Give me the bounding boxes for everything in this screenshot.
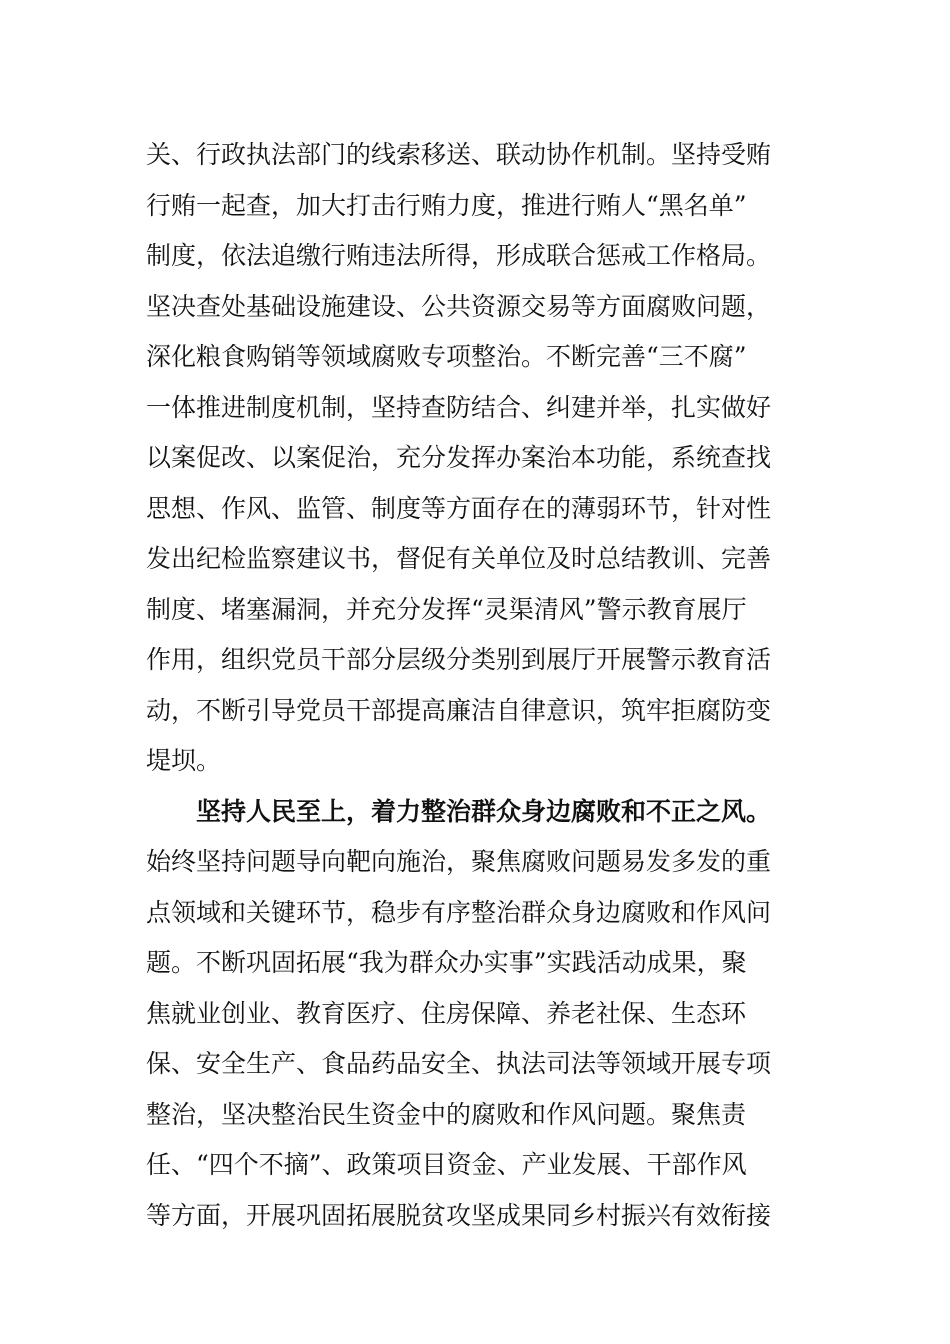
text-line: 发出纪检监察建议书，督促有关单位及时总结教训、完善 (146, 544, 772, 573)
text-line: 题。不断巩固拓展“我为群众办实事”实践活动成果，聚 (146, 948, 747, 977)
text-line: 行贿一起查，加大打击行贿力度，推进行贿人“黑名单” (146, 190, 747, 220)
text-line: 一体推进制度机制，坚持查防结合、纠建并举，扎实做好 (146, 392, 772, 422)
body-text (146, 130, 796, 1241)
text-line: 制度，依法追缴行贿违法所得，形成联合惩戒工作格局。 (146, 241, 772, 270)
text-line: 保、安全生产、食品药品安全、执法司法等领域开展专项 (146, 1049, 772, 1078)
text-line: 深化粮食购销等领域腐败专项整治。不断完善“三不腐” (146, 342, 747, 371)
text-line: 始终坚持问题导向靶向施治，聚焦腐败问题易发多发的重 (146, 847, 772, 876)
text-line: 关、行政执法部门的线索移送、联动协作机制。坚持受贿 (146, 140, 772, 169)
text-line: 制度、堵塞漏洞，并充分发挥“灵渠清风”警示教育展厅 (146, 594, 747, 624)
text-line: 作用，组织党员干部分层级分类别到展厅开展警示教育活 (146, 645, 772, 674)
text-line: 点领域和关键环节，稳步有序整治群众身边腐败和作风问 (146, 897, 772, 927)
text-line: 整治，坚决整治民生资金中的腐败和作风问题。聚焦责 (146, 1099, 747, 1129)
text-line: 思想、作风、监管、制度等方面存在的薄弱环节，针对性 (146, 493, 772, 523)
text-line: 以案促改、以案促治，充分发挥办案治本功能，系统查找 (146, 443, 772, 472)
text-line: 任、“四个不摘”、政策项目资金、产业发展、干部作风 (146, 1150, 747, 1179)
section-heading: 坚持人民至上，着力整治群众身边腐败和不正之风。 (196, 796, 772, 826)
text-line: 等方面，开展巩固拓展脱贫攻坚成果同乡村振兴有效衔接 (146, 1200, 772, 1230)
text-line: 焦就业创业、教育医疗、住房保障、养老社保、生态环 (146, 998, 747, 1028)
text-line: 坚决查处基础设施建设、公共资源交易等方面腐败问题， (146, 291, 772, 321)
text-line: 堤坝。 (146, 746, 222, 775)
text-line: 动，不断引导党员干部提高廉洁自律意识，筑牢拒腐防变 (146, 695, 772, 725)
